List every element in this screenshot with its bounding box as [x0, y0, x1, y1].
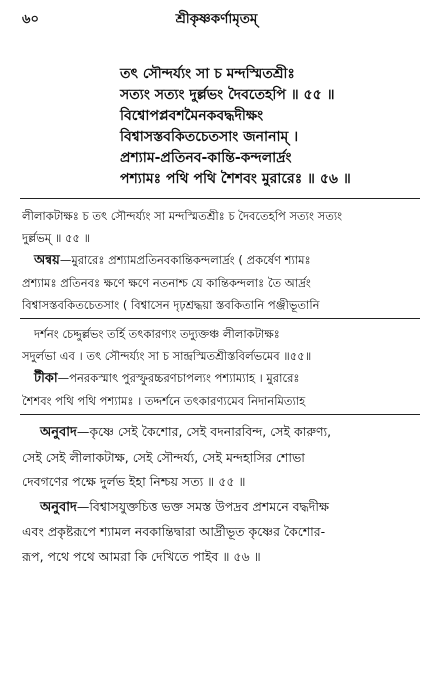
- commentary-block-1: [22, 205, 414, 316]
- verse-line: বিশ্বোপপ্লবশমৈনকবদ্ধদীক্ষং: [120, 108, 264, 124]
- anubad-label: অনুবাদ: [40, 499, 77, 515]
- translation-line: দেবগণের পক্ষে দুর্লভ ইহা নিশ্চয় সত্য ॥ ৫৫ ॥: [22, 474, 246, 489]
- anubad-line: [22, 495, 414, 521]
- section-divider: [20, 414, 420, 415]
- anvaya-text: —মুরারেঃ প্রশ্যামপ্রতিনবকান্তিকন্দলার্দ্রং ( প্রকর্ষেণ শ্যামঃ: [59, 253, 311, 267]
- translation-block: [22, 420, 414, 569]
- anubad-label: অনুবাদ: [40, 425, 77, 440]
- commentary-line: দুর্ল্লভম্ ॥ ৫৫ ॥: [22, 231, 91, 245]
- verse-block: [120, 64, 420, 190]
- anvaya-line: [22, 249, 414, 272]
- anubad-line: [22, 420, 414, 446]
- page-header: [0, 8, 433, 32]
- anubad-text: —বিশ্বাসযুক্তচিত্ত ভক্ত সমস্ত উপদ্রব প্রশমনে বদ্ধদীক্ষ: [76, 498, 330, 514]
- translation-line: রূপ, পথে পথে আমরা কি দেখিতে পাইব ॥ ৫৬ ॥: [22, 548, 261, 564]
- tika-text: —পনরকস্মাৎ পুরস্ফুরচ্চরণচাপল্যং পশ্যাম্যাহ । মুরারেঃ: [57, 371, 300, 385]
- commentary-line: লীলাকটাক্ষঃ চ তৎ সৌন্দর্য্যং সা মন্দস্মিতশ্রীঃ চ দৈবতেহপি সত্যং সত্যং: [22, 209, 343, 223]
- translation-line: সেই সেই লীলাকটাক্ষ, সেই সৌন্দর্য্য, সেই মন্দহাসির শোভা: [22, 449, 305, 465]
- verse-line: সত্যং সত্যং দুর্ল্লভং দৈবতেহপি ॥ ৫৫ ॥: [120, 87, 335, 103]
- commentary-block-2: [22, 323, 414, 412]
- verse-line: তৎ সৌন্দর্য্যং সা চ মন্দস্মিতশ্রীঃ: [120, 66, 295, 82]
- tika-line: [22, 367, 414, 390]
- tika-label: টীকা: [34, 371, 58, 386]
- commentary-line: শৈশবং পথি পথি পশ্যামঃ । তদ্দর্শনে তৎকারণ্যমেব নিদানমিত্যাহ: [22, 394, 306, 408]
- translation-line: এবং প্রকৃষ্টরূপে শ্যামল নবকান্তিদ্বারা আর্দ্রীভূত কৃষ্ণের কৈশোর-: [22, 524, 326, 539]
- verse-line: বিশ্বাসস্তবকিতচেতসাং জনানাম্ ।: [120, 129, 299, 145]
- commentary-line: দর্শনং চেদ্দুর্ল্লভং তর্হি তৎকারণ্যং তদ্যুক্তঞ্চ লীলাকটাক্ষঃ: [34, 327, 280, 341]
- running-title: শ্রীকৃষ্ণকর্ণামৃতম্: [175, 11, 258, 27]
- commentary-line: সদুর্লভা এব । তৎ সৌন্দর্য্যং সা চ সান্দ্রস্মিতশ্রীস্তবির্লভমেব ॥৫৫॥: [22, 349, 312, 363]
- verse-line: প্রশ্যাম-প্রতিনব-কান্তি-কন্দলার্দ্রং: [120, 150, 292, 166]
- anvaya-label: অন্বয়: [34, 253, 60, 268]
- commentary-line: প্রশ্যামঃ প্রতিনবঃ ক্ষণে ক্ষণে নতনাশ্চ যে কান্তিকন্দলাঃ তৈ আর্দ্রং: [22, 276, 311, 290]
- section-divider: [20, 198, 420, 199]
- anubad-text: —কৃষ্ণে সেই কৈশোর, সেই বদনারবিন্দ, সেই কারুণ্য,: [76, 424, 332, 439]
- verse-line: পশ্যামঃ পথি পথি শৈশবং মুরারেঃ ॥ ৫৬ ॥: [120, 171, 351, 187]
- section-divider: [20, 318, 420, 319]
- commentary-line: বিশ্বাসস্তবকিতচেতসাং ( বিশ্বাসেন দৃঢ়শ্রদ্ধয়া স্তবকিতানি পঞ্জীভূতানি: [22, 298, 320, 312]
- page-number: ৬০: [22, 12, 39, 27]
